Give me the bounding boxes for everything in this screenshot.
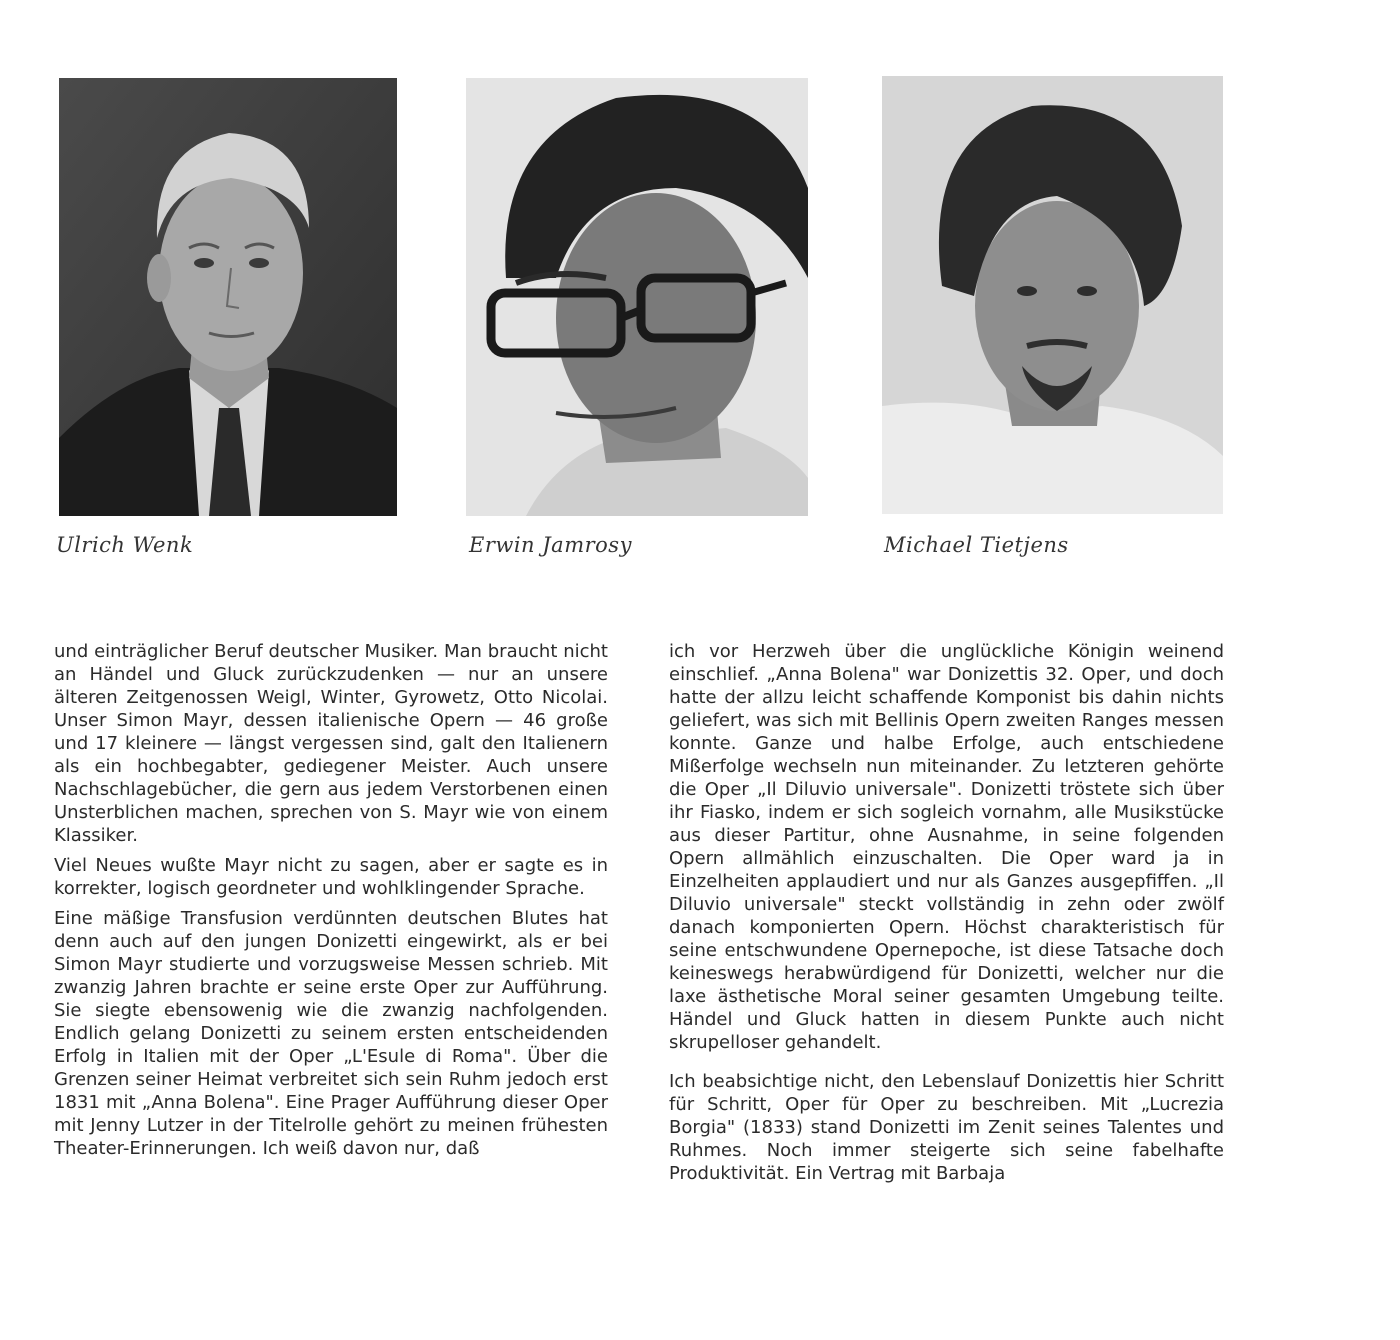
portrait-image [59,78,397,516]
portrait-photo-ulrich-wenk [59,78,397,516]
paragraph: und einträglicher Beruf deutscher Musiker. Man braucht nicht an Händel und Gluck zurückzudenken — nur an unsere älteren Zeitgenossen Weigl, Winter, Gyrowetz, Otto Nicolai. Unser Simon Mayr, dessen italienische Opern — 46 große und 17 kleinere — längst vergessen sind, galt den Italienern als ein hochbegabter, gediegener Meister. Auch unsere Nachschlagebücher, die gern aus jedem Verstorbenen einen Unsterblichen machen, sprechen von S. Mayr wie von einem Klassiker. [54,641,608,846]
portrait-image [466,78,808,516]
photo-caption: Erwin Jamrosy [469,533,632,557]
photo-caption: Ulrich Wenk [56,533,194,557]
paragraph: ich vor Herzweh über die unglückliche Königin weinend einschlief. „Anna Bolena" war Donizettis 32. Oper, und doch hatte der allzu leicht schaffende Komponist bis dahin nichts geliefert, was sich mit Bellinis Opern zweiten Ranges messen konnte. Ganze und halbe Erfolge, auch entschiedene Mißerfolge wechseln nun miteinander. Zu letzteren gehörte die Oper „Il Diluvio universale". Donizetti tröstete sich über ihr Fiasko, indem er sich sogleich vornahm, alle Musikstücke aus dieser Partitur, ohne Ausnahme, in seine folgenden Opern allmählich einzuschalten. Die Oper ward ja in Einzelheiten applaudiert und nur als Ganzes ausgepfiffen. „Il Diluvio universale" steckt vollständig in zehn oder zwölf danach komponierten Opern. Höchst charakteristisch für seine entschwundene Opernepoche, ist diese Tatsache doch keineswegs herabwürdigend für Donizetti, welcher nur die laxe ästhetische Moral seiner gesamten Umgebung teilte. Händel und Gluck hatten in diesem Punkte auch nicht skrupelloser gehandelt. [669,641,1224,1053]
photo-caption: Michael Tietjens [884,533,1069,557]
portrait-photo-erwin-jamrosy [466,78,808,516]
text-column-right [669,640,1224,1185]
paragraph: Ich beabsichtige nicht, den Lebenslauf Donizettis hier Schritt für Schritt, Oper für Oper zu beschreiben. Mit „Lucrezia Borgia" (1833) stand Donizetti im Zenit seines Talentes und Ruhmes. Noch immer steigerte sich seine fabelhafte Produktivität. Ein Vertrag mit Barbaja [669,1071,1224,1184]
portrait-image [882,76,1223,514]
paragraph: Eine mäßige Transfusion verdünnten deutschen Blutes hat denn auch auf den jungen Donizetti eingewirkt, als er bei Simon Mayr studierte und vorzugsweise Messen schrieb. Mit zwanzig Jahren brachte er seine erste Oper zur Aufführung. Sie siegte ebensowenig wie die zwanzig nachfolgenden. Endlich gelang Donizetti zu seinem ersten entscheidenden Erfolg in Italien mit der Oper „L'Esule di Roma". Über die Grenzen seiner Heimat verbreitet sich sein Ruhm jedoch erst 1831 mit „Anna Bolena". Eine Prager Aufführung dieser Oper mit Jenny Lutzer in der Titelrolle gehört zu meinen frühesten Theater-Erinnerungen. Ich weiß davon nur, daß [54,908,608,1159]
paragraph: Viel Neues wußte Mayr nicht zu sagen, aber er sagte es in korrekter, logisch geordneter und wohlklingender Sprache. [54,855,608,899]
portrait-photo-michael-tietjens [882,76,1223,514]
text-column-left [54,640,608,1160]
